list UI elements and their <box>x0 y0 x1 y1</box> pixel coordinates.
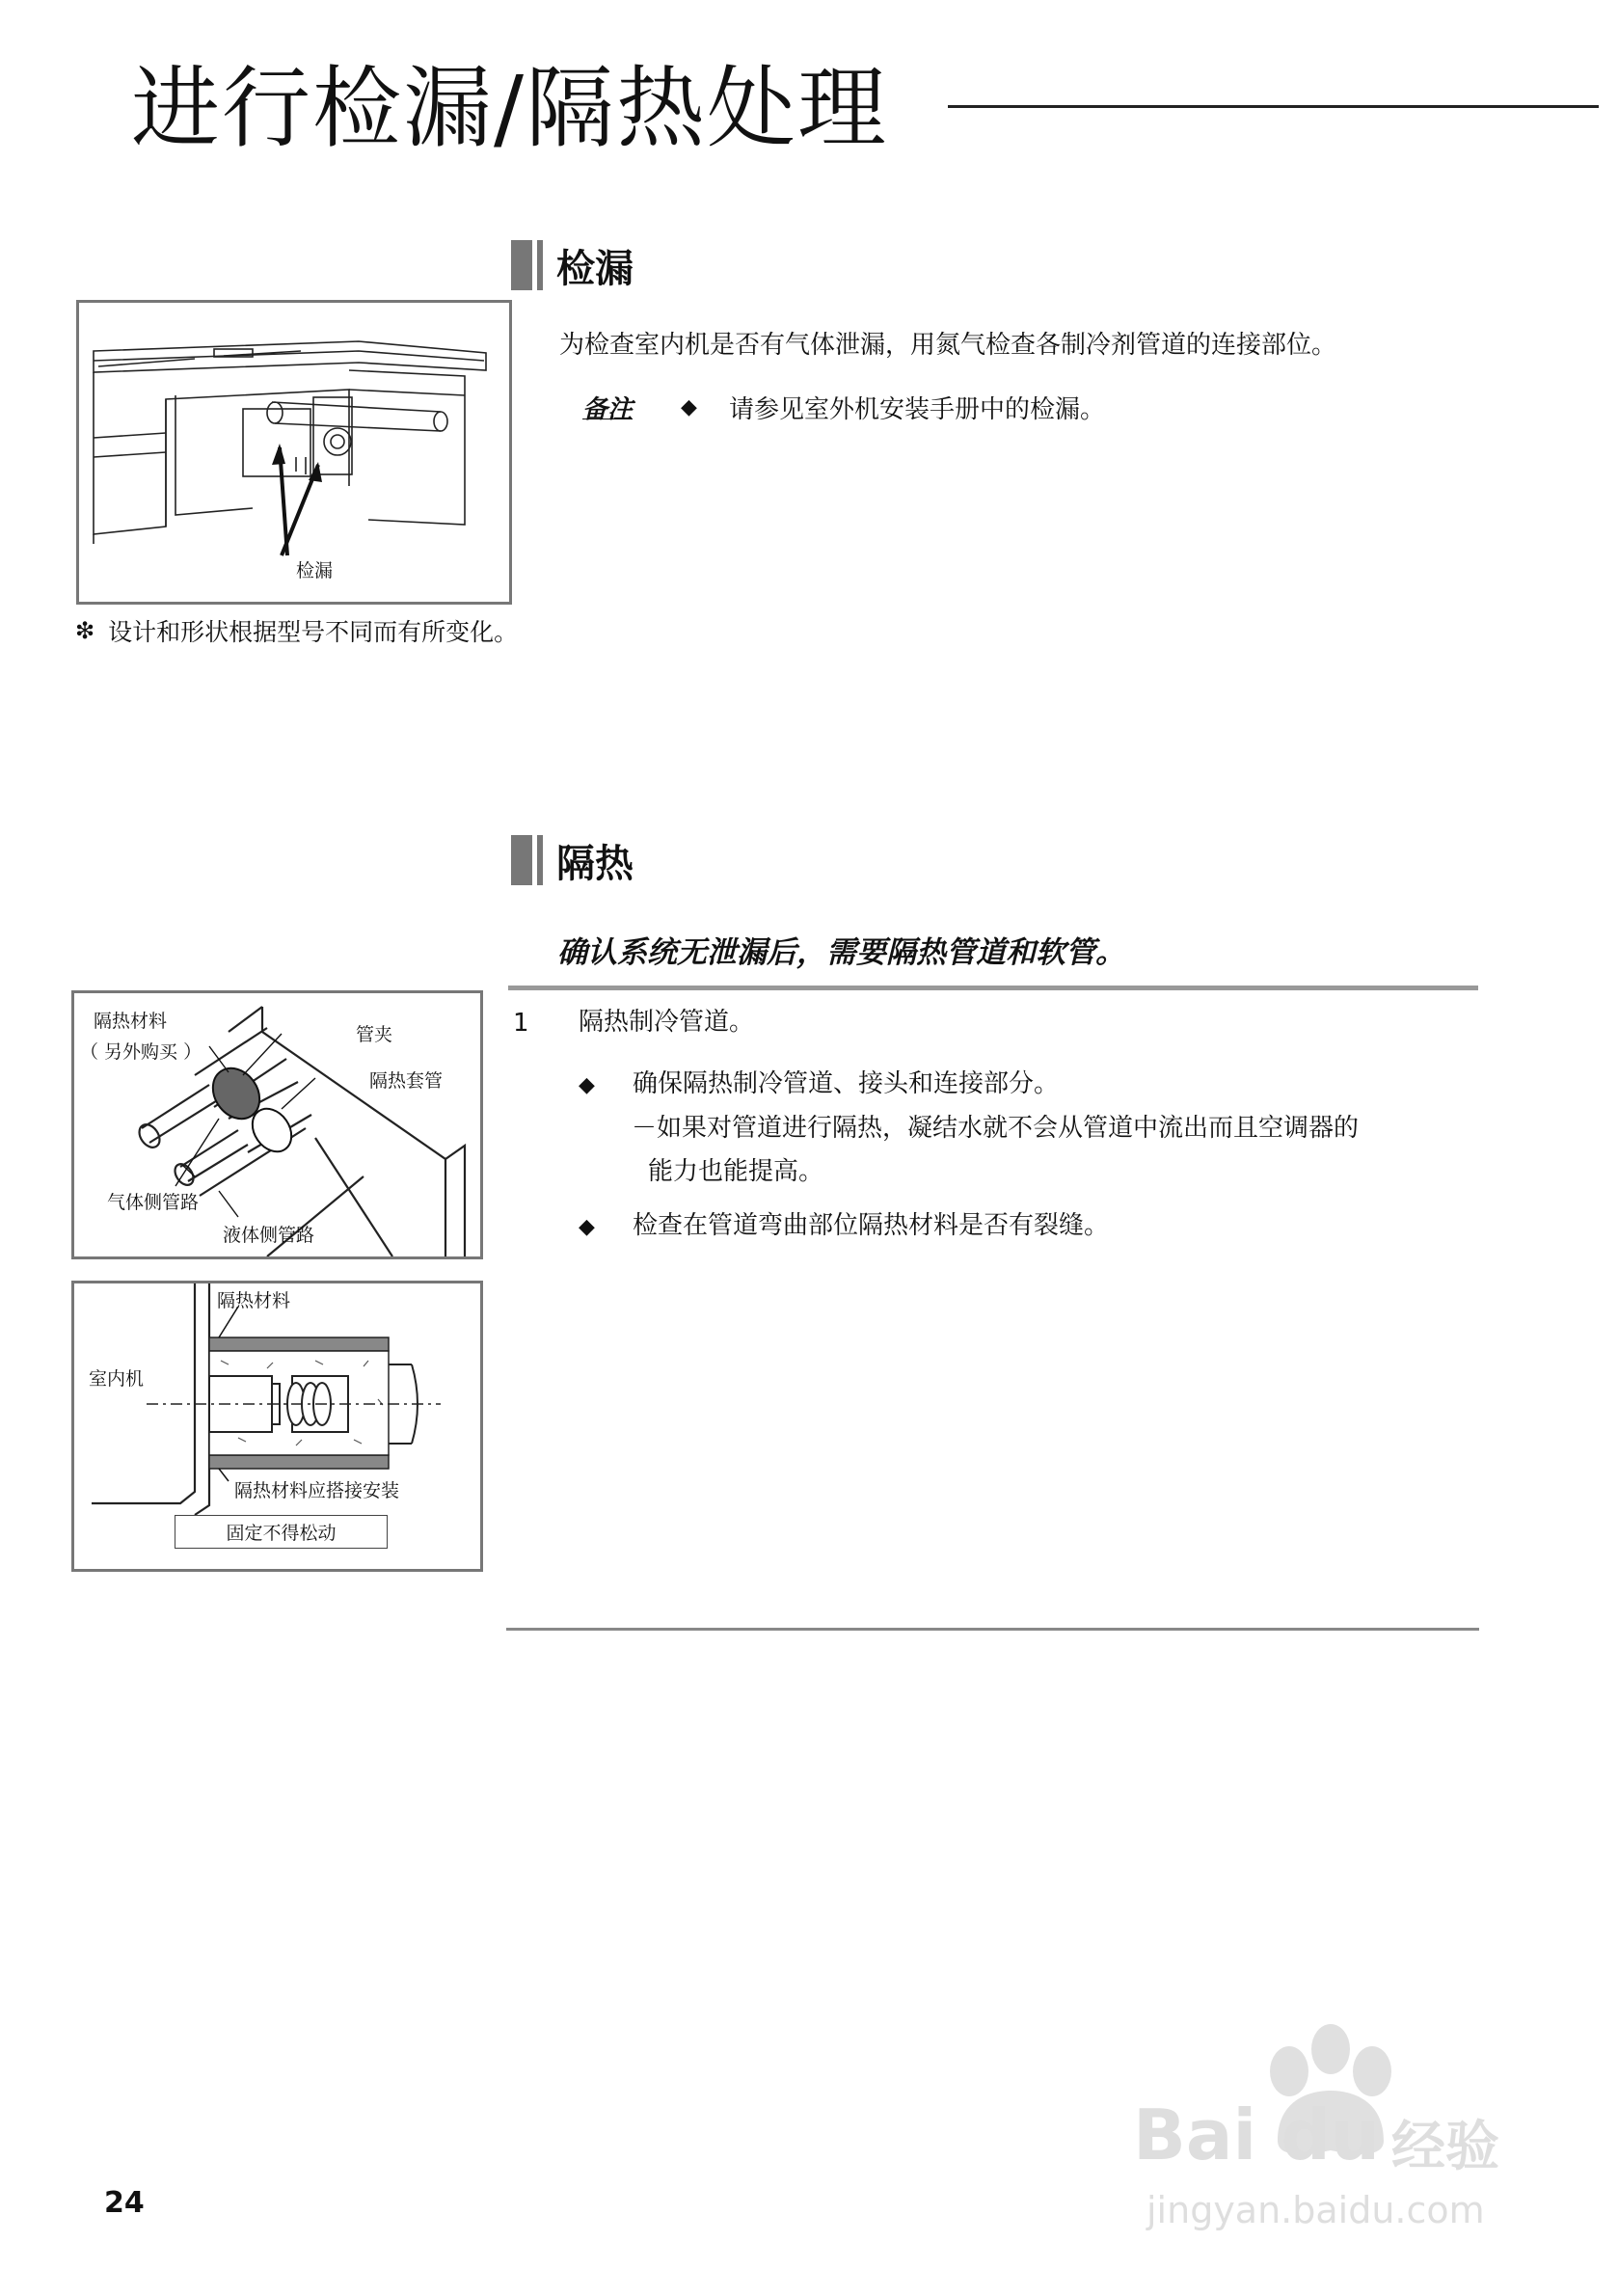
leak-section-title: 检漏 <box>556 246 634 291</box>
leak-note <box>582 388 1105 426</box>
label-overlap-install: 隔热材料应搭接安装 <box>234 1480 400 1501</box>
asterisk-icon: ❇ <box>75 617 95 644</box>
insulation-section-title: 隔热 <box>556 841 634 886</box>
label-liquid-pipe: 液体侧管路 <box>223 1225 315 1246</box>
pipe-insulation-figure <box>71 990 483 1259</box>
diamond-bullet-icon: ◆ <box>579 1215 595 1239</box>
bullet-item: 检查在管道弯曲部位隔热材料是否有裂缝。 <box>633 1211 1110 1240</box>
label-insulation-material: 隔热材料 <box>217 1290 291 1311</box>
insulation-section-heading <box>511 835 634 885</box>
label-gas-pipe: 气体侧管路 <box>107 1192 200 1213</box>
heading-bar-accent <box>537 835 543 885</box>
insulation-subtitle: 确认系统无泄漏后，需要隔热管道和软管。 <box>557 935 1125 970</box>
note-label: 备注 <box>582 394 634 424</box>
title-rule <box>948 105 1599 108</box>
step-text: 隔热制冷管道。 <box>579 1008 755 1037</box>
section-end-rule <box>506 1628 1479 1631</box>
subtitle-rule <box>508 986 1478 990</box>
figure-caption-text: 设计和形状根据型号不同而有所变化。 <box>108 618 519 646</box>
label-purchase-separately: （ 另外购买 ） <box>80 1041 202 1063</box>
label-insulation-sleeve: 隔热套管 <box>369 1070 444 1092</box>
diamond-bullet-icon: ◆ <box>579 1073 595 1097</box>
figure-caption <box>75 613 518 648</box>
leak-description: 为检查室内机是否有气体泄漏，用氮气检查各制冷剂管道的连接部位。 <box>559 331 1337 360</box>
bullet-sub-line: －如果对管道进行隔热，凝结水就不会从管道中流出而且空调器的 <box>632 1114 1360 1143</box>
step-number: 1 <box>513 1009 529 1038</box>
leak-check-figure <box>76 300 512 605</box>
watermark-brand: Bai du <box>1133 2094 1381 2175</box>
label-insulation-material: 隔热材料 <box>94 1011 168 1032</box>
label-clamp: 管夹 <box>356 1024 393 1045</box>
fix-firmly-box <box>175 1515 388 1549</box>
note-text: 请参见室外机安装手册中的检漏。 <box>728 394 1105 424</box>
label-fix-firmly: 固定不得松动 <box>226 1523 337 1544</box>
label-indoor-unit: 室内机 <box>89 1368 145 1390</box>
heading-bar-icon <box>511 835 532 885</box>
bullet-sub-line: 能力也能提高。 <box>648 1157 824 1186</box>
heading-bar-accent <box>537 240 543 290</box>
leak-figure-label: 检漏 <box>296 560 334 581</box>
watermark-cn: 经验 <box>1391 2116 1499 2178</box>
leak-section-heading <box>511 240 634 290</box>
watermark-url: jingyan.baidu.com <box>1146 2189 1485 2231</box>
page-title: 进行检漏/隔热处理 <box>131 57 888 160</box>
bullet-item: 确保隔热制冷管道、接头和连接部分。 <box>633 1069 1060 1098</box>
page-number: 24 <box>104 2186 145 2220</box>
heading-bar-icon <box>511 240 532 290</box>
indoor-unit-illustration <box>79 303 509 602</box>
baidu-watermark <box>1133 2015 1538 2247</box>
overlap-insulation-figure <box>71 1281 483 1572</box>
diamond-bullet-icon: ◆ <box>681 394 697 419</box>
